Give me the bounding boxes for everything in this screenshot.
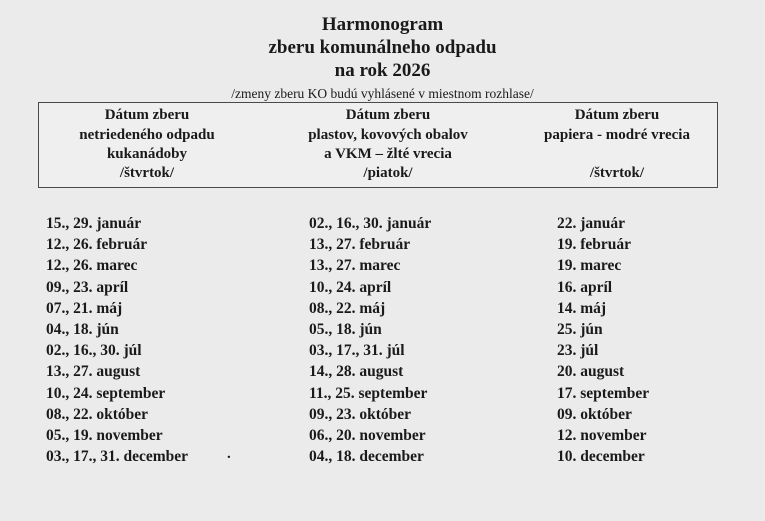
date-row: 03., 17., 31. december — [46, 448, 189, 466]
date-row: 19. marec — [557, 257, 622, 275]
header-column-mixed-waste — [39, 106, 255, 181]
date-row: 14., 28. august — [309, 363, 404, 381]
stray-dot: . — [227, 446, 231, 462]
document-title-line-1: Harmonogram — [321, 14, 444, 35]
date-row: 10., 24. september — [46, 384, 166, 402]
document-title-line-3: na rok 2026 — [334, 60, 431, 81]
date-row: 14. máj — [557, 299, 607, 317]
header-line: papiera - modré vrecia — [544, 126, 690, 143]
date-row: 10., 24. apríl — [309, 278, 392, 296]
date-row: 07., 21. máj — [46, 299, 123, 317]
date-row: 04., 18. jún — [46, 321, 119, 339]
header-line: a VKM – žlté vrecia — [324, 146, 452, 162]
date-row: 13., 27. február — [309, 236, 411, 254]
date-row: 20. august — [557, 363, 625, 381]
date-row: 12., 26. február — [46, 236, 148, 254]
weekday-label: /štvrtok/ — [119, 165, 175, 181]
header-line: plastov, kovových obalov — [308, 126, 468, 143]
header-line: Dátum zberu — [104, 107, 190, 123]
date-row: 09. október — [557, 405, 632, 423]
date-row: 19. február — [557, 236, 632, 254]
date-row: 23. júl — [557, 342, 599, 360]
date-row: 03., 17., 31. júl — [309, 342, 405, 360]
date-row: 15., 29. január — [46, 215, 142, 232]
date-row: 13., 27. august — [46, 363, 141, 381]
date-row: 12., 26. marec — [46, 257, 138, 275]
date-row: 02., 16., 30. júl — [46, 342, 142, 360]
header-column-plastics — [265, 106, 511, 181]
date-row: 05., 19. november — [46, 427, 163, 445]
date-row: 08., 22. máj — [309, 299, 386, 317]
date-row: 06., 20. november — [309, 427, 426, 445]
date-row: 10. december — [557, 448, 645, 466]
date-row: 25. jún — [557, 321, 603, 339]
date-row: 17. september — [557, 384, 650, 402]
header-box — [38, 102, 718, 188]
dates-column-plastics — [309, 213, 431, 467]
date-row: 02., 16., 30. január — [309, 215, 432, 232]
date-row: 13., 27. marec — [309, 257, 401, 275]
weekday-label: /piatok/ — [363, 165, 413, 181]
header-column-paper — [517, 106, 717, 181]
date-row: 22. január — [557, 215, 626, 232]
header-line: Dátum zberu — [345, 107, 431, 123]
date-row: 05., 18. jún — [309, 321, 382, 339]
header-line: netriedeného odpadu — [79, 126, 215, 143]
date-row: 11., 25. september — [309, 384, 428, 402]
date-row: 12. november — [557, 427, 647, 445]
document-subtitle: /zmeny zberu KO budú vyhlásené v miestnom rozhlase/ — [231, 86, 534, 101]
weekday-label: /štvrtok/ — [589, 165, 645, 181]
date-row: 09., 23. október — [309, 405, 412, 423]
date-row: 09., 23. apríl — [46, 278, 129, 296]
dates-column-paper — [557, 213, 649, 467]
dates-column-mixed-waste — [46, 213, 188, 467]
header-line: kukanádoby — [106, 146, 188, 162]
document-title-line-2: zberu komunálneho odpadu — [268, 37, 497, 58]
header-line: Dátum zberu — [574, 107, 660, 123]
date-row: 04., 18. december — [309, 448, 424, 466]
date-row: 16. apríl — [557, 278, 613, 296]
date-row: 08., 22. október — [46, 405, 149, 423]
